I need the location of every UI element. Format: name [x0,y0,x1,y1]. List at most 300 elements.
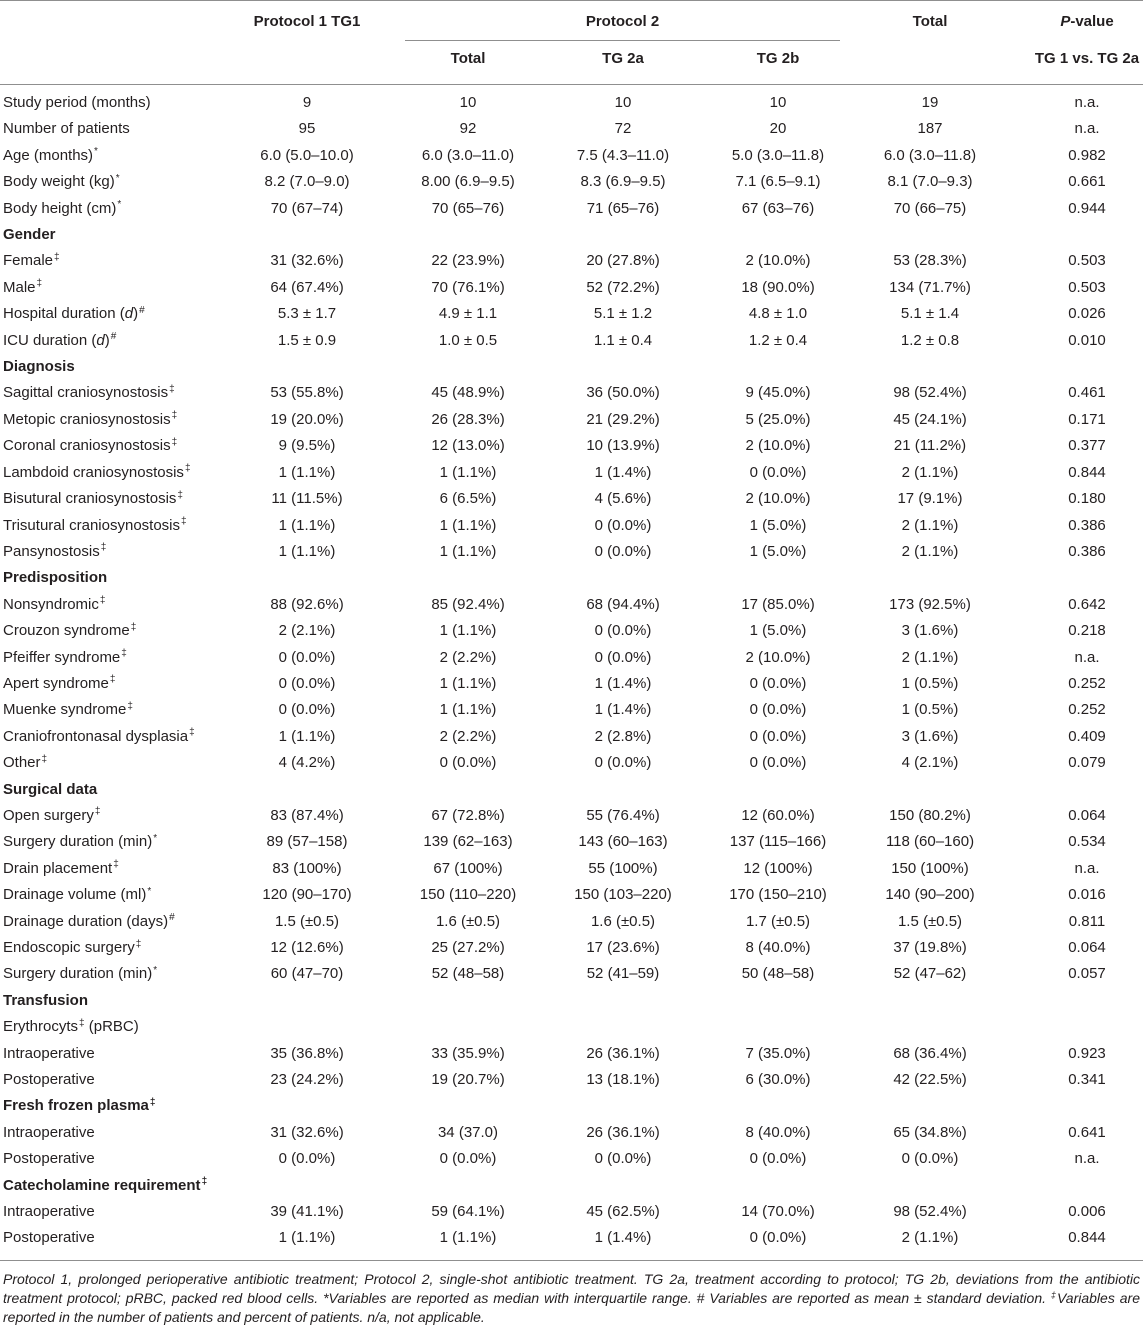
label-text: Crouzon syndrome [3,622,130,640]
table-row [0,196,1143,222]
label-text: Pfeiffer syndrome [3,648,121,666]
cell-protocol2-tg2a: 13 (18.1%) [586,1071,660,1089]
cell-p-value: 0.923 [1068,1044,1106,1062]
cell-protocol2-total: 45 (48.9%) [431,384,505,402]
row-label [3,222,227,248]
cell-protocol2-tg2a: 26 (36.1%) [586,1044,660,1062]
table-row [0,1014,1143,1040]
cell-protocol2-total: 59 (64.1%) [431,1203,505,1221]
cell-p-value: 0.016 [1068,886,1106,904]
row-label [3,1199,227,1225]
label-text: Coronal craniosynostosis [3,437,171,455]
cell-protocol2-total: 1 (1.1%) [439,674,497,692]
cell-p-value: 0.171 [1068,410,1106,428]
cell-protocol2-total: 4.9 ± 1.1 [438,305,498,323]
cell-protocol2-tg2a: 10 (13.9%) [586,437,660,455]
footnote-marker: # [169,912,175,924]
protocol2-underline [405,40,840,41]
cell-p-value: 0.057 [1068,965,1106,983]
label-text: Drainage duration (days) [3,912,169,930]
cell-protocol2-total: 2 (2.2%) [439,648,497,666]
cell-protocol1-tg1: 31 (32.6%) [270,1123,344,1141]
table-row [0,671,1143,697]
cell-protocol1-tg1: 70 (67–74) [270,199,344,217]
cell-total: 53 (28.3%) [893,252,967,270]
footnote-marker: * [117,199,122,211]
label-text: Surgical data [3,780,98,798]
label-text: Gender [3,226,56,244]
cell-total: 1 (0.5%) [901,701,959,719]
row-label [3,301,227,327]
footnote-marker: * [94,146,98,158]
cell-protocol2-total: 19 (20.7%) [431,1071,505,1089]
cell-total: 2 (1.1%) [901,1229,959,1247]
cell-protocol2-tg2a: 0 (0.0%) [594,1150,652,1168]
cell-p-value: 0.377 [1068,437,1106,455]
cell-protocol2-tg2b: 17 (85.0%) [741,595,815,613]
row-label [3,592,227,618]
row-label [3,988,227,1014]
row-label [3,1146,227,1172]
footnote-marker: ‡ [171,410,178,422]
cell-protocol2-tg2b: 5 (25.0%) [745,410,811,428]
row-label [3,829,227,855]
footnote-main: Protocol 1, prolonged perioperative antibiotic treatment; Protocol 2, single-shot antibiotic treatment. TG 2a, treatment according to protocol; TG 2b, deviations from the antibiotic treatment protocol; pRBC, packed red blood cells. *Variables are reported as median with interquartile range. # Variables are reported as mean ± standard deviation. [3,1271,1140,1306]
footnote-marker: * [153,964,158,976]
cell-protocol2-tg2b: 0 (0.0%) [749,701,807,719]
row-label [3,724,227,750]
table-row [0,301,1143,327]
footnote-marker: ‡ [94,806,101,818]
footnote-marker: ‡ [1050,1290,1057,1301]
table-row [0,380,1143,406]
cell-protocol2-tg2b: 0 (0.0%) [749,463,807,481]
cell-protocol2-tg2a: 1.6 (±0.5) [590,912,656,930]
cell-protocol2-tg2a: 8.3 (6.9–9.5) [580,173,666,191]
table-body [0,90,1143,1252]
cell-protocol2-tg2b: 2 (10.0%) [745,648,811,666]
cell-p-value: 0.461 [1068,384,1106,402]
cell-p-value: n.a. [1074,648,1100,666]
footnote-marker: ‡ [149,1096,156,1108]
section-header-row [0,565,1143,591]
cell-p-value: 0.661 [1068,173,1106,191]
cell-protocol2-tg2a: 20 (27.8%) [586,252,660,270]
label-text: Pansynostosis [3,542,100,560]
cell-protocol2-tg2b: 8 (40.0%) [745,1123,811,1141]
section-header-row [0,777,1143,803]
cell-protocol2-tg2a: 150 (103–220) [574,886,672,904]
label-text: Metopic craniosynostosis [3,410,171,428]
cell-total: 45 (24.1%) [893,410,967,428]
footnote-marker: # [110,331,117,343]
cell-protocol2-tg2b: 8 (40.0%) [745,939,811,956]
cell-protocol2-total: 0 (0.0%) [439,754,497,772]
table-row [0,1199,1143,1225]
cell-protocol1-tg1: 19 (20.0%) [270,410,344,428]
cell-protocol2-tg2a: 1 (1.4%) [594,463,652,481]
header-protocol2: Protocol 2 [585,13,660,30]
cell-protocol2-tg2a: 52 (41–59) [586,965,660,983]
label-text: Other [3,754,41,772]
cell-protocol2-total: 22 (23.9%) [431,252,505,270]
cell-protocol1-tg1: 120 (90–170) [262,886,352,904]
cell-protocol2-total: 1 (1.1%) [439,542,497,560]
cell-p-value: 0.006 [1068,1203,1106,1221]
row-label [3,1173,227,1199]
row-label [3,90,227,116]
cell-protocol2-tg2b: 14 (70.0%) [741,1203,815,1221]
cell-protocol2-tg2a: 52 (72.2%) [586,278,660,296]
table-row [0,1120,1143,1146]
table-footnote [3,1270,1140,1326]
label-text: Age (months) [3,146,94,164]
cell-protocol2-tg2a: 72 [614,120,632,138]
cell-protocol2-tg2b: 1 (5.0%) [749,516,807,534]
row-label [3,909,227,935]
label-text: Open surgery [3,806,94,824]
row-label [3,116,227,142]
cell-total: 98 (52.4%) [893,1203,967,1221]
table-row [0,935,1143,961]
cell-total: 17 (9.1%) [897,490,963,508]
label-text: Muenke syndrome [3,701,127,719]
table-row [0,750,1143,776]
cell-protocol1-tg1: 9 (9.5%) [278,437,336,455]
cell-protocol1-tg1: 12 (12.6%) [270,939,344,956]
cell-p-value: n.a. [1074,120,1100,138]
table-row [0,1067,1143,1093]
label-text: Number of patients [3,120,130,138]
label-segment: d [124,305,134,323]
label-text: Body height (cm) [3,199,117,217]
label-segment: ) [133,305,139,323]
cell-protocol1-tg1: 0 (0.0%) [278,648,336,666]
table-row [0,275,1143,301]
cell-protocol1-tg1: 11 (11.5%) [271,490,343,508]
cell-protocol2-tg2a: 36 (50.0%) [586,384,660,402]
table-row [0,645,1143,671]
label-text: Diagnosis [3,358,75,376]
row-label [3,750,227,776]
cell-protocol2-tg2b: 1.2 ± 0.4 [748,331,808,349]
footnote-marker: ‡ [135,938,142,950]
table-row [0,1225,1143,1251]
footnote-marker: ‡ [177,489,183,501]
label-text: Female [3,252,54,270]
cell-p-value: n.a. [1074,859,1100,877]
table-row [0,882,1143,908]
footnote-marker: ‡ [130,621,137,633]
cell-p-value: 0.026 [1068,305,1106,323]
table-row [0,829,1143,855]
footnote-marker: ‡ [99,595,106,607]
cell-protocol2-tg2b: 1 (5.0%) [749,622,807,640]
cell-total: 150 (80.2%) [889,806,971,824]
cell-total: 5.1 ± 1.4 [900,305,960,323]
cell-protocol1-tg1: 64 (67.4%) [270,278,344,296]
cell-total: 173 (92.5%) [889,595,971,613]
row-label [3,671,227,697]
cell-protocol2-total: 67 (72.8%) [431,806,505,824]
row-label [3,513,227,539]
cell-protocol1-tg1: 0 (0.0%) [278,701,336,719]
header-protocol1-tg1: Protocol 1 TG1 [253,13,361,30]
cell-protocol2-tg2a: 4 (5.6%) [594,490,652,508]
cell-protocol1-tg1: 89 (57–158) [266,833,348,851]
footnote-marker: ‡ [54,251,60,263]
row-label [3,328,227,354]
footnote-marker: * [115,172,120,184]
cell-protocol2-tg2a: 71 (65–76) [586,199,660,217]
cell-protocol1-tg1: 1 (1.1%) [278,463,336,481]
footnote-marker: * [147,885,152,897]
cell-p-value: 0.503 [1068,278,1106,296]
cell-p-value: n.a. [1074,1150,1100,1168]
footnote-marker: ‡ [127,700,133,712]
header-total: Total [912,13,948,30]
row-label [3,1225,227,1251]
label-text: Drain placement [3,859,113,877]
p-value-rest: -value [1070,13,1114,30]
cell-protocol2-tg2a: 1 (1.4%) [594,1229,652,1247]
cell-total: 98 (52.4%) [893,384,967,402]
row-label [3,645,227,671]
table-row [0,328,1143,354]
table-bottom-rule [0,1260,1143,1261]
label-text: Bisutural craniosynostosis [3,490,177,508]
cell-p-value: 0.252 [1068,674,1106,692]
p-value-italic-p: P [1060,13,1071,30]
table-row [0,1041,1143,1067]
label-text: Lambdoid craniosynostosis [3,463,184,481]
label-text: Postoperative [3,1071,95,1089]
row-label [3,1041,227,1067]
header-p-value [1031,9,1143,35]
cell-protocol2-tg2b: 67 (63–76) [741,199,815,217]
cell-protocol2-tg2a: 55 (100%) [588,859,658,877]
table-row [0,433,1143,459]
table-row [0,460,1143,486]
cell-protocol2-total: 6 (6.5%) [439,490,497,508]
row-label [3,248,227,274]
cell-protocol2-total: 25 (27.2%) [431,939,505,956]
section-header-row [0,1093,1143,1119]
cell-p-value: n.a. [1074,94,1100,111]
label-text: Study period (months) [3,94,151,111]
cell-protocol2-tg2a: 21 (29.2%) [586,410,660,428]
table-row [0,116,1143,142]
cell-protocol2-total: 70 (65–76) [431,199,505,217]
cell-p-value: 0.534 [1068,833,1106,851]
section-header-row [0,988,1143,1014]
cell-total: 0 (0.0%) [901,1150,959,1168]
cell-p-value: 0.409 [1068,727,1106,745]
cell-protocol2-tg2b: 1.7 (±0.5) [745,912,811,930]
cell-protocol2-tg2b: 2 (10.0%) [745,252,811,270]
cell-p-value: 0.844 [1068,463,1106,481]
cell-protocol1-tg1: 31 (32.6%) [270,252,344,270]
row-label [3,460,227,486]
table-row [0,909,1143,935]
footnote-marker: ‡ [100,542,107,554]
footnote-marker: ‡ [184,463,191,475]
table-row [0,143,1143,169]
cell-protocol1-tg1: 83 (100%) [272,859,342,877]
cell-protocol1-tg1: 4 (4.2%) [278,754,336,772]
cell-total: 3 (1.6%) [901,622,959,640]
cell-protocol2-tg2b: 0 (0.0%) [749,1229,807,1247]
cell-protocol2-tg2a: 26 (36.1%) [586,1123,660,1141]
section-header-row [0,1173,1143,1199]
table-row [0,697,1143,723]
cell-p-value: 0.844 [1068,1229,1106,1247]
label-text: Postoperative [3,1150,95,1168]
label-segment: ICU duration ( [3,331,97,349]
cell-protocol2-tg2b: 12 (60.0%) [741,806,815,824]
table-row [0,618,1143,644]
cell-p-value: 0.944 [1068,199,1106,217]
cell-protocol2-tg2a: 45 (62.5%) [586,1203,660,1221]
cell-protocol2-tg2a: 143 (60–163) [578,833,668,851]
cell-protocol2-total: 26 (28.3%) [431,410,505,428]
label-text: Surgery duration (min) [3,833,153,851]
row-label [3,407,227,433]
table-row [0,803,1143,829]
cell-total: 134 (71.7%) [889,278,971,296]
cell-protocol1-tg1: 35 (36.8%) [270,1044,344,1062]
cell-protocol1-tg1: 0 (0.0%) [278,1150,336,1168]
header-tg2b: TG 2b [756,50,800,67]
cell-total: 1.2 ± 0.8 [900,331,960,349]
cell-p-value: 0.079 [1068,754,1106,772]
header-comparison: TG 1 vs. TG 2a [1034,50,1140,67]
label-text: Surgery duration (min) [3,965,153,983]
cell-protocol2-total: 150 (110–220) [419,886,517,904]
label-text: Craniofrontonasal dysplasia [3,727,189,745]
cell-protocol1-tg1: 1.5 (±0.5) [274,912,340,930]
cell-protocol2-total: 6.0 (3.0–11.0) [421,146,515,164]
label-text: Predisposition [3,569,108,587]
footnote-marker: ‡ [181,516,187,527]
label-text: Intraoperative [3,1123,95,1141]
cell-protocol2-tg2b: 0 (0.0%) [749,727,807,745]
cell-protocol2-tg2a: 68 (94.4%) [586,595,660,613]
label-text: Endoscopic surgery [3,939,135,956]
cell-protocol2-total: 1.0 ± 0.5 [438,331,498,349]
label-text: Catecholamine requirement [3,1176,201,1194]
cell-protocol2-tg2b: 5.0 (3.0–11.8) [731,146,825,164]
cell-protocol2-tg2a: 17 (23.6%) [586,939,660,956]
cell-p-value: 0.341 [1068,1071,1106,1089]
cell-protocol2-tg2b: 137 (115–166) [729,833,827,851]
table-row [0,248,1143,274]
cell-protocol2-total: 139 (62–163) [423,833,513,851]
table-row [0,169,1143,195]
section-header-row [0,354,1143,380]
row-label [3,777,227,803]
label-text: Sagittal craniosynostosis [3,384,169,402]
label-segment: d [96,331,105,349]
label-text: Apert syndrome [3,674,109,692]
table-row [0,539,1143,565]
cell-total: 70 (66–75) [893,199,967,217]
cell-protocol1-tg1: 1.5 ± 0.9 [277,331,337,349]
label-text: Male [3,278,36,296]
row-label [3,935,227,961]
cell-p-value: 0.218 [1068,622,1106,640]
cell-p-value: 0.982 [1068,146,1106,164]
cell-p-value: 0.252 [1068,701,1106,719]
cell-total: 65 (34.8%) [893,1123,967,1141]
cell-total: 140 (90–200) [885,886,975,904]
header-tg2a: TG 2a [602,50,644,67]
cell-p-value: 0.010 [1068,331,1106,349]
row-label [3,856,227,882]
cell-protocol2-tg2b: 10 [769,94,787,111]
cell-protocol1-tg1: 5.3 ± 1.7 [277,305,337,323]
cell-p-value: 0.386 [1068,542,1106,560]
row-label [3,803,227,829]
cell-total: 118 (60–160) [885,833,975,851]
cell-protocol2-tg2a: 0 (0.0%) [594,622,652,640]
cell-protocol2-tg2b: 2 (10.0%) [745,437,811,455]
cell-protocol2-total: 52 (48–58) [431,965,505,983]
cell-total: 52 (47–62) [893,965,967,983]
cell-total: 6.0 (3.0–11.8) [883,146,977,164]
row-label [3,565,227,591]
cell-protocol2-total: 92 [459,120,477,138]
cell-protocol2-tg2b: 0 (0.0%) [749,1150,807,1168]
row-label [3,1014,227,1040]
cell-protocol2-tg2a: 1 (1.4%) [594,701,652,719]
row-label [3,1067,227,1093]
cell-total: 2 (1.1%) [901,542,959,560]
table-row [0,724,1143,750]
cell-protocol1-tg1: 39 (41.1%) [270,1203,344,1221]
footnote-tail: Variables are reported in the number of patients and percent of patients. n/a, not applicable. [3,1289,1140,1325]
row-label [3,433,227,459]
label-text: Drainage volume (ml) [3,886,147,904]
table-top-rule [0,0,1143,1]
cell-p-value: 0.641 [1068,1123,1106,1141]
cell-p-value: 0.503 [1068,252,1106,270]
cell-protocol2-tg2a: 10 [614,94,632,111]
cell-total: 1.5 (±0.5) [897,912,963,930]
footnote-marker: ‡ [171,436,178,448]
cell-protocol2-tg2b: 50 (48–58) [741,965,815,983]
label-text: Body weight (kg) [3,173,115,191]
cell-protocol2-tg2a: 0 (0.0%) [594,648,652,666]
cell-protocol1-tg1: 60 (47–70) [270,965,344,983]
cell-protocol2-total: 1 (1.1%) [439,622,497,640]
table-row [0,407,1143,433]
footnote-marker: ‡ [36,278,43,290]
table-row [0,486,1143,512]
cell-protocol2-total: 8.00 (6.9–9.5) [421,173,515,191]
row-label [3,275,227,301]
footnote-marker: ‡ [109,674,116,686]
label-segment: Erythrocyts [3,1018,79,1036]
footnote-marker: ‡ [169,383,175,395]
footnote-marker: # [139,304,145,316]
cell-protocol2-tg2a: 1 (1.4%) [594,674,652,692]
table-row [0,856,1143,882]
cell-protocol2-tg2a: 7.5 (4.3–11.0) [576,146,670,164]
cell-protocol2-tg2b: 2 (10.0%) [745,490,811,508]
label-text: Trisutural craniosynostosis [3,516,181,534]
cell-protocol2-tg2b: 20 [769,120,787,138]
